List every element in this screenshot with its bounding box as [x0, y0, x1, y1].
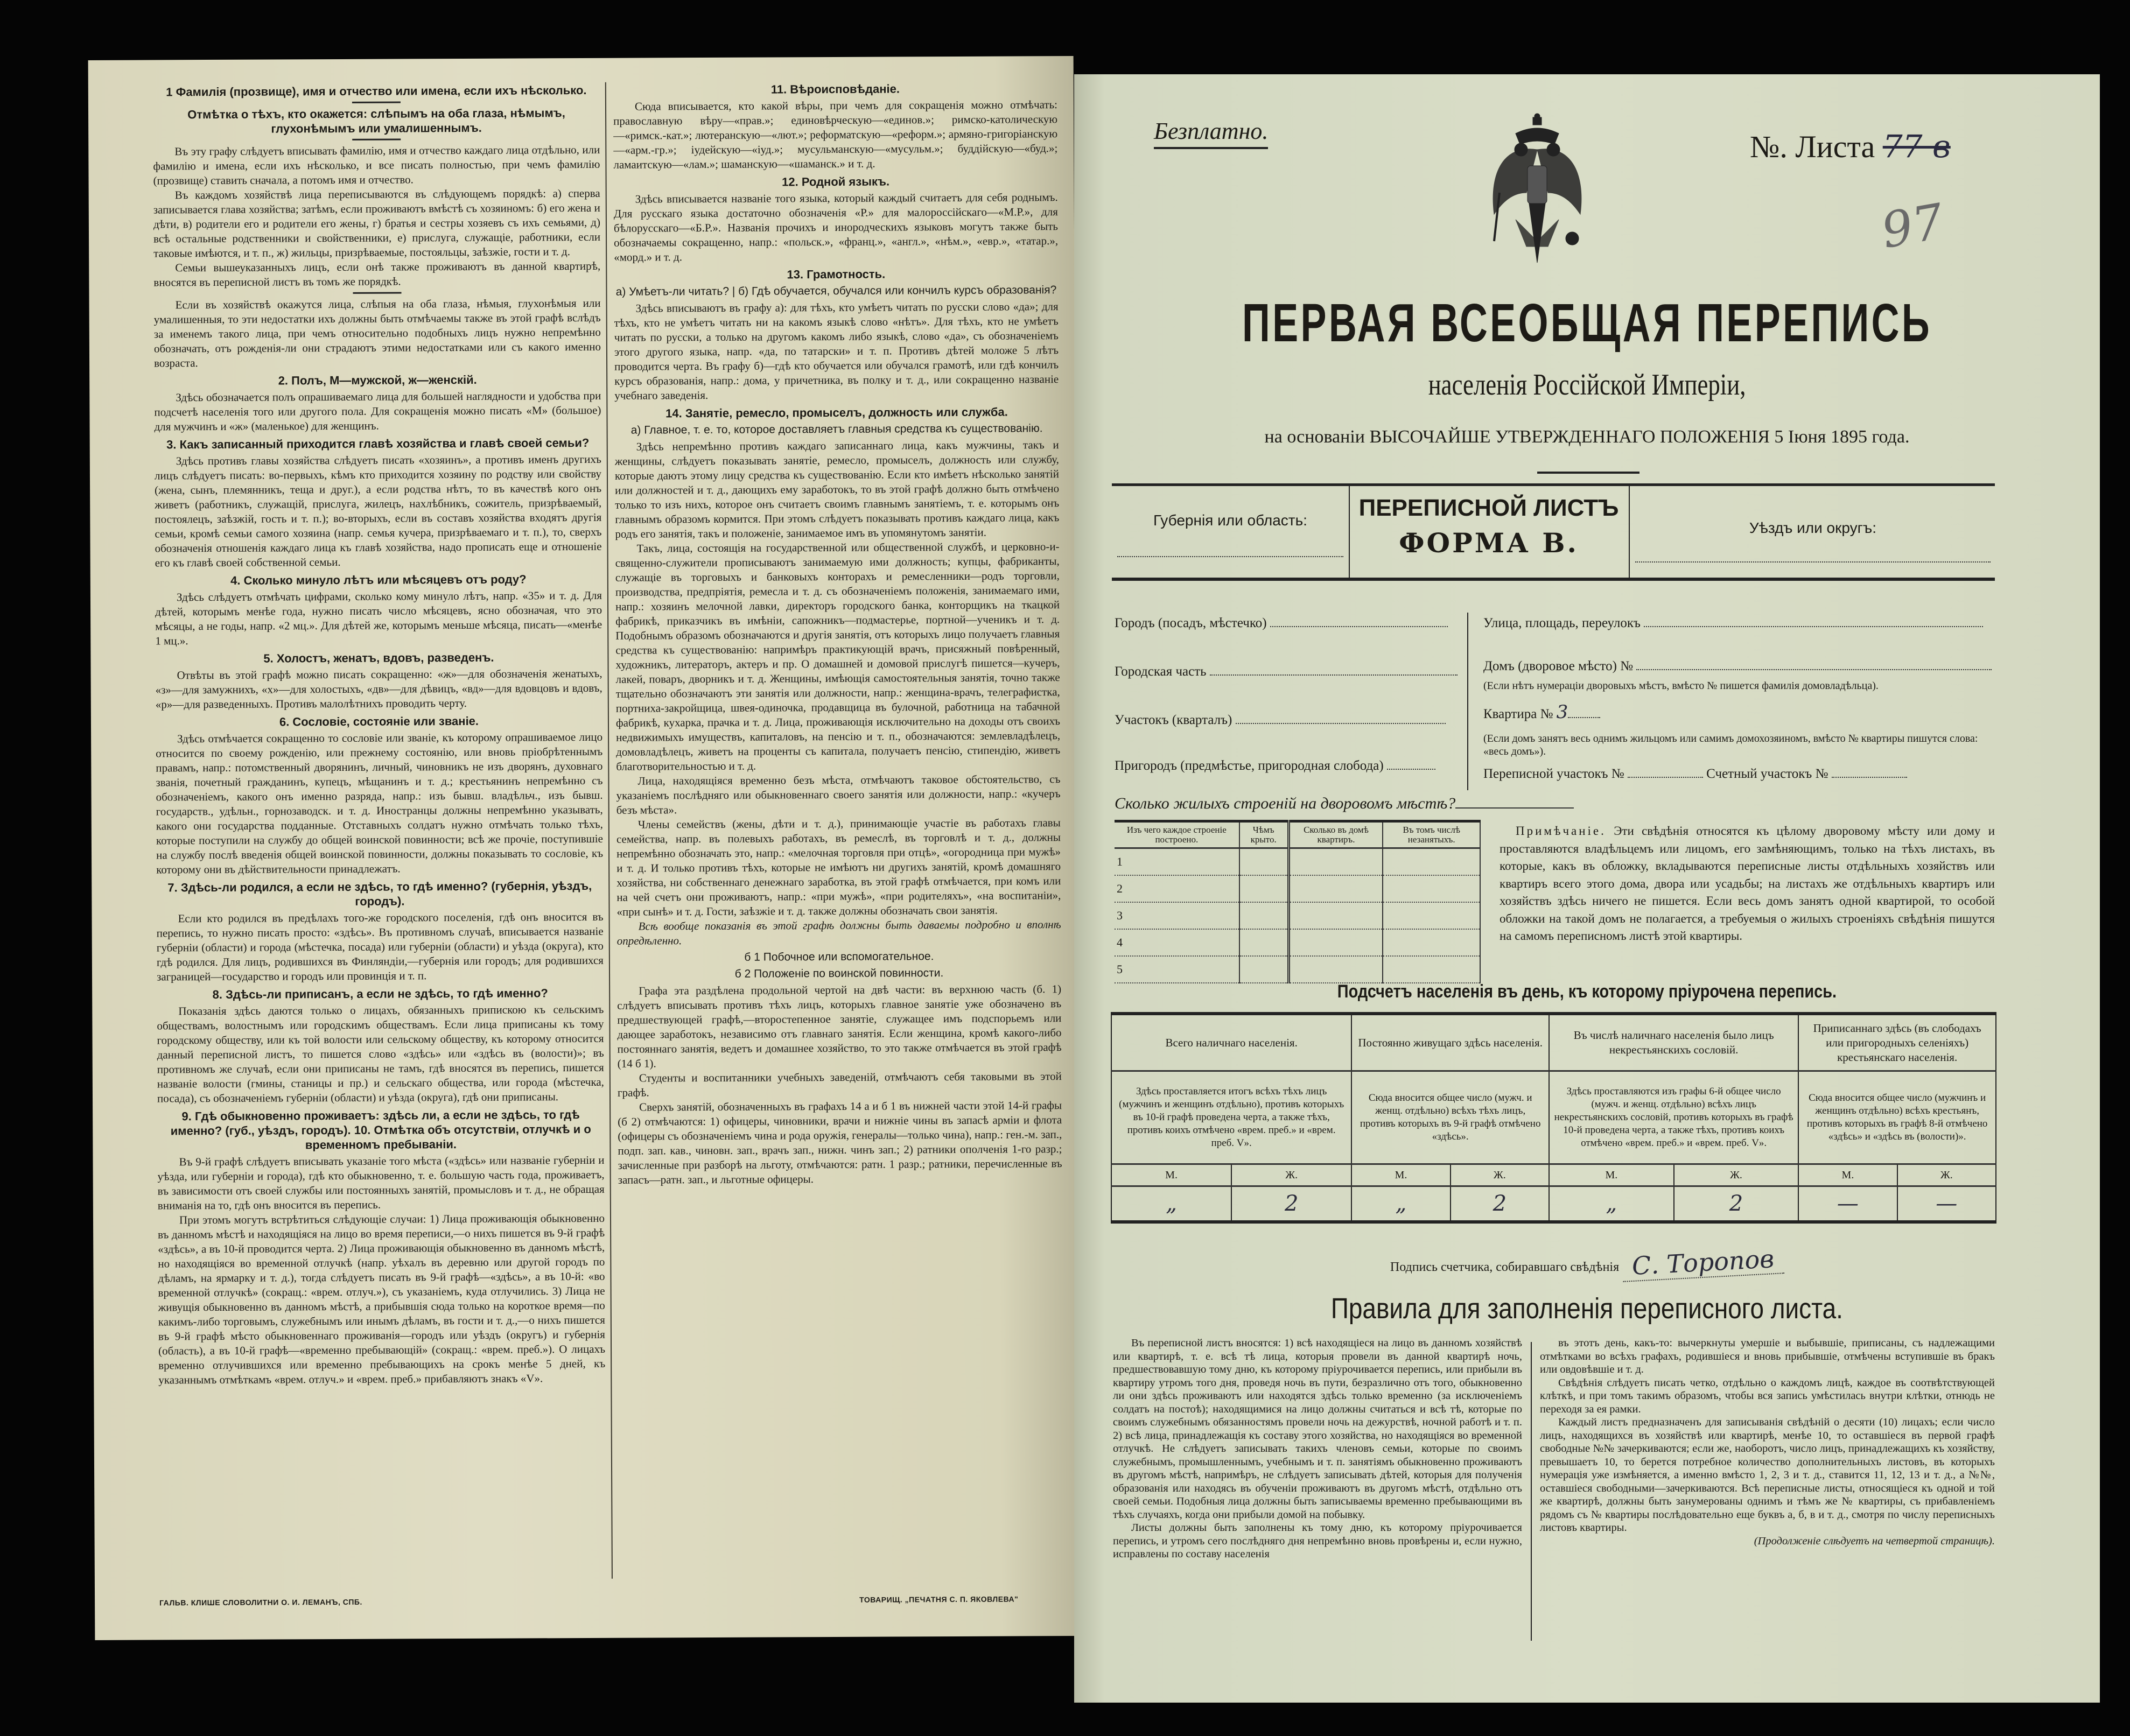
instructions-column-1 — [153, 80, 606, 1589]
buildings-table — [1115, 820, 1481, 983]
free-label: Безплатно. — [1154, 117, 1268, 149]
female-label: Ж. — [1231, 1164, 1351, 1186]
rules-title-text: Правила для заполненія переписного листа. — [1331, 1292, 1843, 1325]
apartments-cell[interactable] — [1288, 902, 1383, 929]
count-district-label: Счетный участокъ № — [1706, 767, 1828, 781]
rule-paragraph: въ этотъ день, какъ-то: вычеркнуты умершіе и выбывшіе, приписаны, съ надлежащими отмѣтками во всѣхъ графахъ, родившіеся и вновь прибывшіе, отмѣчены вступившіе въ бракъ или овдовѣвшіе и т. д. — [1540, 1337, 1995, 1375]
paragraph: Если въ хозяйствѣ окажутся лица, слѣпыя на оба глаза, нѣмыя, глухонѣмыя или умалишенныя, то эти недостатки ихъ должны быть отмѣчаемы также въ этой графѣ вслѣдъ за именемъ такого лица, при чемъ относительно подобныхъ лицъ нужно непремѣнно обозначать, отъ рожденія-ли они страдаютъ этими недостатками или съ какого именно возраста. — [153, 296, 601, 370]
form-letter: ФОРМА В. — [1399, 527, 1579, 559]
section-heading: 11. Вѣроисповѣданіе. — [770, 82, 900, 96]
rules-title — [1074, 1292, 2100, 1325]
signature-label: Подпись счетчика, собиравшаго свѣдѣнія — [1390, 1260, 1620, 1274]
paragraph: Члены семействъ (жены, дѣти и т. д.), принимающіе участіе въ работахъ главы семейства, напр. въ полевыхъ работахъ, въ ремеслѣ, въ торговлѣ и т. д., должны непремѣнно обозначать это, напр.: «мелочная торговля при отцѣ», «огородница при мужѣ» и т. д. И только противъ тѣхъ, которые не имѣютъ ни другихъ занятій, кромѣ домашняго хозяйства, ни собственнаго денежнаго заработка, въ этой графѣ отмѣчается, при комъ или на чей счетъ они проживаютъ, напр.: «при мужѣ», «при родителяхъ», «на воспитаніи», «при сынѣ» и т. д. Гости, заѣзжіе и т. д. также должны обозначать свои занятія. — [616, 816, 1061, 918]
male-label: М. — [1798, 1164, 1897, 1186]
continued-note: (Продолженіе слѣдуетъ на четвертой страницѣ). — [1754, 1535, 1995, 1547]
paragraph: Если кто родился въ предѣлахъ того-же городского поселенія, гдѣ онъ вносится въ перепись, то нужно писать просто: «здѣсь». Въ противномъ случаѣ, вписывается названіе губерніи (области) и города (мѣстечка, посада) или губерніи (области) и уѣзда (округа), кто гдѣ родился. Для лицъ, родившихся въ Финляндіи,—губернія или городъ; для родившихся заграницей—государство и городъ или провинція и т. п. — [156, 910, 604, 983]
enumerator-signature — [1074, 1244, 2100, 1281]
roof-cell[interactable] — [1239, 902, 1288, 929]
male-label: М. — [1549, 1164, 1674, 1186]
vacant-cell[interactable] — [1383, 875, 1480, 902]
form-title: ПЕРЕПИСНОЙ ЛИСТЪ — [1358, 495, 1619, 521]
paragraph: Семьи вышеуказанныхъ лицъ, если онѣ также проживаютъ въ данной квартирѣ, вносятся въ переписной листъ въ томъ же порядкѣ. — [153, 259, 601, 289]
divider — [1537, 472, 1639, 474]
roof-cell[interactable] — [1239, 956, 1288, 983]
province-label: Губернія или область: — [1153, 512, 1307, 529]
divider — [352, 138, 401, 140]
vacant-cell[interactable] — [1383, 902, 1480, 929]
main-title — [1074, 292, 2100, 354]
section-heading: 8. Здѣсь-ли приписанъ, а если не здѣсь, то гдѣ именно? — [212, 986, 548, 1002]
subsection-heading: б 1 Побочное или вспомогательное. — [744, 950, 934, 964]
female-label: Ж. — [1451, 1164, 1549, 1186]
group-header: Приписаннаго здѣсь (въ слободахъ или пригородныхъ селеніяхъ) крестьянскаго населенія. — [1798, 1014, 1996, 1071]
street-label: Улица, площадь, переулокъ — [1483, 616, 1641, 630]
section-heading: 1 Фамилія (прозвище), имя и отчество или имена, если ихъ нѣсколько. — [166, 83, 587, 99]
house-label: Домъ (дворовое мѣсто) № — [1483, 659, 1634, 673]
column-header: Сколько въ домѣ квартиръ. — [1288, 821, 1383, 848]
double-headed-eagle-emblem — [1483, 112, 1591, 273]
female-count[interactable]: — — [1897, 1186, 1996, 1222]
divider — [1467, 613, 1468, 790]
section-heading: 13. Грамотность. — [787, 267, 886, 282]
table-row — [1115, 956, 1480, 983]
note-label: Примѣчаніе. — [1516, 824, 1606, 838]
divider — [352, 101, 401, 103]
paragraph: Здѣсь вписываютъ въ графу а): для тѣхъ, кто умѣетъ читать по русски слово «да»; для тѣхъ, кто не умѣетъ читать ни на какомъ языкѣ слово «нѣтъ». Для тѣхъ, кто не умѣетъ читать по русски, а только на другомъ какомъ либо языкѣ, слово «да», съ обозначеніемъ этого другого языка, напр. «да, по татарски» и т. п. Противъ дѣтей моложе 5 лѣтъ проводится черта. Въ графу б)—гдѣ кто обучается или обучался грамотѣ, или гдѣ кончилъ курсъ образованія, напр.: дома, у причетника, въ полку и т. д., или сокращенно названіе учебнаго заведенія. — [614, 300, 1059, 402]
vacant-cell[interactable] — [1383, 929, 1480, 956]
printer-imprint-left: ГАЛЬВ. КЛИШЕ СЛОВОЛИТНИ О. И. ЛЕМАНЪ, СПБ. — [159, 1597, 362, 1607]
house-field[interactable] — [1483, 658, 1992, 674]
paragraph: Здѣсь отмѣчается сокращенно то сословіе или званіе, къ которому опрашиваемое лицо относится по своему рожденію, или прежнему состоянію, или вновь пріобрѣтеннымъ правамъ, напр.: потомственный дворянинъ, личный, чиновникъ не изъ дворянъ, духовнаго званія, почетный гражданинъ, купецъ, мѣщанинъ и т. д.; крестьянинъ непремѣнно съ обозначеніемъ, какого онъ именно разряда, напр.: изъ бывш. владѣльч., изъ бывш. государств., удѣльн., горнозаводск. и т. д. Иностранцы должны непремѣнно указывать, какого они государства подданные. Отставныхъ солдатъ нужно отмѣчать только тѣхъ, которые поступили на службу до общей воинской повинности; всѣ же прочіе, поступившіе на службу послѣ введенія общей воинской повинности, должны показывать то сословіе, къ которому они въ дѣйствительности принадлежатъ. — [156, 730, 604, 876]
paragraph: Въ каждомъ хозяйствѣ лица переписываются въ слѣдующемъ порядкѣ: а) сперва записывается глава хозяйства; затѣмъ, если проживаютъ вмѣстѣ съ хозяиномъ: б) его жена и дѣти, в) родители его и родители его жены, г) братья и сестры хозяевъ съ ихъ семьями, д) всѣ остальные родственники и свойственники, е) прислуга, служащіе, работники, если таковые имѣются, и т. п., ж) жильцы, призрѣваемые, постояльцы, заѣзжіе, гости и т. д. — [153, 186, 601, 260]
section-heading: Отмѣтка о тѣхъ, кто окажется: слѣпымъ на оба глаза, нѣмымъ, глухонѣмымъ или умалишеннымъ. — [187, 106, 565, 136]
district-cell — [1629, 486, 1996, 578]
paragraph: Здѣсь противъ главы хозяйства слѣдуетъ писать «хозяинъ», а противъ именъ другихъ лицъ слѣдуетъ писать: во-первыхъ, кѣмъ кто приходится хозяину по родству или свойству (жена, сынъ, племянникъ, теща и друг.), а если родства нѣтъ, то въ качествѣ кого онъ живетъ (работникъ, служащій, прислуга, жилецъ, нахлѣбникъ, сожитель, призрѣваемый, постоялецъ, заѣзжій, гость и т. п.); во-вторыхъ, если въ составъ хозяйства входятъ другія семьи, кромѣ семьи самого хозяина (напр. семья кучера, призрѣваемаго и т. п.), то, сверхъ обозначенія отношенія каждаго лица къ главѣ хозяйства, надо прописать еще и отношеніе его къ главѣ своей собственной семьи. — [154, 452, 602, 570]
precinct-label: Участокъ (кварталъ) — [1115, 713, 1232, 727]
table-row — [1115, 902, 1480, 929]
paragraph: Здѣсь слѣдуетъ отмѣчать цифрами, сколько кому минуло лѣтъ, напр. «35» и т. д. Для дѣтей, которымъ менѣе года, нужно писать число мѣсяцевъ, ясно обозначая, что это мѣсяцы, а не годы, напр. «2 мц.». Для дѣтей же, которымъ меньше мѣсяца, писать—«менѣе 1 мц.». — [155, 588, 602, 648]
sheet-number — [1750, 128, 1951, 165]
census-form-page — [1074, 74, 2100, 1703]
paragraph: Такъ, лица, состоящія на государственной или общественной службѣ, и церковно-и-священно-служители прописываютъ занимаемую ими должность; купцы, фабриканты, служащіе въ торговыхъ и банковыхъ конторахъ и ремесленники—родъ торговли, производства, предпріятія, ремесла и т. д. съ обозначеніемъ положенія, занимаемаго ими, напр.: хозяинъ мелочной лавки, директоръ городского банка, конторщикъ на ткацкой фабрикѣ, приказчикъ въ имѣніи, сапожникъ—подмастерье, портной—ученикъ и т. д. Подобнымъ образомъ обозначаются и другія занятія, отъ которыхъ лицо получаетъ главныя средства къ существованію: напримѣръ практикующій врачъ, присяжный повѣренный, художникъ, литераторъ, актеръ и пр. О домашней и домовой прислугѣ пишется—кучеръ, лакей, поваръ, дворникъ и т. д. Женщины, имѣющія самостоятельныя занятія, точно также тщательно обозначаютъ эти занятія или должности, напр.: женщина-врачъ, телеграфистка, портниха-закройщица, швея-одиночка, продавщица въ булочной, работница на табачной фабрикѣ, кухарка, прачка и т. д. Лица, проживающія исключительно на доходы отъ своихъ недвижимыхъ имуществъ, капиталовъ, на пенсію и т. п., обозначаются: землевладѣлецъ, домовладѣлецъ, живетъ на проценты съ капитала, получаетъ пенсію, стипендію, живетъ благотворительностью и т. д. — [615, 540, 1061, 773]
population-count-title-text: Подсчетъ населенія въ день, къ которому пріурочена перепись. — [1337, 981, 1837, 1002]
paragraph: Графа эта раздѣлена продольной чертой на двѣ части: въ верхнюю часть (б. 1) слѣдуетъ вписывать противъ тѣхъ лицъ, которыхъ главное занятіе уже обозначено въ предшествующей графѣ,—второстепенное занятіе, служащее имъ подспорьемъ или дающее заработокъ, независимо отъ главнаго занятія. Если женщина, кромѣ какого-либо постояннаго занятія, ведетъ и домашнее хозяйство, то это также отмѣчается въ этой графѣ (14 б 1). — [617, 982, 1062, 1070]
roof-cell[interactable] — [1239, 875, 1288, 902]
apartments-cell[interactable] — [1288, 848, 1383, 876]
paragraph: Отвѣты въ этой графѣ можно писать сокращенно: «ж»—для обозначенія женатыхъ, «з»—для замужнихъ, «х»—для холостыхъ, «дв»—для дѣвицъ, «вд»—для вдовцовъ и вдовъ, «р»—для разведенныхъ. Противъ малолѣтнихъ проводить черту. — [155, 666, 602, 711]
section-heading: 5. Холостъ, женатъ, вдовъ, разведенъ. — [263, 650, 494, 665]
male-count[interactable]: „ — [1111, 1186, 1231, 1222]
vacant-cell[interactable] — [1383, 956, 1480, 983]
table-row — [1115, 929, 1480, 956]
female-count[interactable]: 2 — [1451, 1186, 1549, 1222]
apartment-value: 3 — [1556, 701, 1568, 723]
roof-cell[interactable] — [1239, 929, 1288, 956]
section-heading: 2. Полъ, М—мужской, ж—женскій. — [278, 372, 477, 388]
pencil-sheet-number: 97 — [1877, 193, 1948, 260]
female-count[interactable]: 2 — [1231, 1186, 1351, 1222]
signature-value: С. Торопов — [1622, 1243, 1785, 1282]
paragraph: Всѣ вообще показанія въ этой графѣ должны быть даваемы подробно и вполнѣ опредѣленно. — [616, 918, 1061, 947]
apartment-field[interactable] — [1483, 701, 1600, 723]
column-divider — [605, 82, 613, 1579]
section-heading: 6. Сословіе, состояніе или званіе. — [279, 714, 479, 729]
section-heading: 4. Сколько минуло лѣтъ или мѣсяцевъ отъ роду? — [230, 572, 527, 587]
paragraph: Въ 9-й графѣ слѣдуетъ вписывать указаніе того мѣста («здѣсь» или названіе губерніи и уѣзда, или губерніи и города), гдѣ кто обыкновенно, т. е. большую часть года, проживаетъ, въ зависимости отъ своей службы или постоянныхъ занятій, промысловъ и т. д., не обращая вниманія на то, гдѣ онъ вносится въ перепись. — [157, 1153, 605, 1212]
section-heading: 12. Родной языкъ. — [782, 174, 890, 189]
subsection-heading: а) Умѣетъ-ли читать? | б) Гдѣ обучается, обучался или кончилъ курсъ образованія? — [615, 284, 1057, 298]
group-description: Сюда вносится общее число (мужч. и женщ. отдѣльно) всѣхъ тѣхъ лицъ, противъ которыхъ въ 9-й графѣ отмѣчено «здѣсь». — [1351, 1071, 1549, 1164]
dwellings-question[interactable] — [1115, 795, 1574, 813]
group-description: Здѣсь проставляются изъ графы 6-й общее число (мужч. и женщ. отдѣльно) всѣхъ лицъ некрестьянскихъ сословій, противъ которыхъ въ графѣ 10-й проведена черта, а также тѣхъ, противъ коихъ отмѣчено «врем. преб.» и «врем. преб. V». — [1549, 1071, 1798, 1164]
paragraph: Здѣсь вписывается названіе того языка, который каждый считаетъ для себя роднымъ. Для русскаго языка достаточно обозначенія «Р.» для малороссійскаго—«М.Р.», для бѣлорусскаго—«Б.Р.». Названія прочихъ и инородческихъ языковъ могутъ также быть обозначаемы сокращенно, напр.: «польск.», «франц.», «англ.», «нѣм.», «евр.», «татар.», «морд.» и т. д. — [613, 191, 1059, 264]
apartments-cell[interactable] — [1288, 956, 1383, 983]
subtitle-text: населенія Россійской Имперіи, — [1428, 368, 1746, 402]
male-label: М. — [1351, 1164, 1450, 1186]
paragraph: Въ эту графу слѣдуетъ вписывать фамилію, имя и отчество каждаго лица отдѣльно, или фамилію и имена, если ихъ нѣсколько, и все писать полностью, при чемъ фамилію (прозвище) ставить сначала, а потомъ имя и отчество. — [153, 143, 600, 187]
column-divider — [1531, 1342, 1532, 1641]
section-heading: 7. Здѣсь-ли родился, а если не здѣсь, то гдѣ именно? (губернія, уѣздъ, городъ). — [167, 878, 592, 908]
apartment-label: Квартира № — [1483, 707, 1553, 721]
population-count-title — [1074, 981, 2100, 1002]
male-count[interactable]: — — [1798, 1186, 1897, 1222]
section-heading: 9. Гдѣ обыкновенно проживаетъ: здѣсь ли, а если не здѣсь, то гдѣ именно? (губ., уѣздъ, городъ). 10. Отмѣтка объ отсутствіи, отлучкѣ и о временномъ пребываніи. — [170, 1108, 591, 1152]
roof-cell[interactable] — [1239, 848, 1288, 876]
rule-paragraph: Въ переписной листъ вносятся: 1) всѣ находящіеся на лицо въ данномъ хозяйствѣ или квартирѣ, т. е. всѣ тѣ лица, которыя провели въ данной квартирѣ ночь, предшествовавшую тому дню, къ которому пріурочивается перепись, или прибыли въ квартиру утромъ того дня, проведя ночь въ пути, безразлично отъ того, обыкновенно ли они здѣсь проживаютъ или находятся здѣсь только временно (за исключеніемъ солдатъ на постоѣ); находящимися на лицо должны считаться и всѣ тѣ, которые по своимъ служебнымъ обязанностямъ провели ночь на дежурствѣ, ночной работѣ и т. п. 2) всѣ лица, принадлежащія къ составу этого хозяйства, но находящіяся во временной отлучкѣ. Не слѣдуетъ записывать такихъ членовъ семьи, которые по своимъ служебнымъ, промышленнымъ, учебнымъ и т. п. занятіямъ обыкновенно проживаютъ въ другомъ мѣстѣ, напримѣръ, не слѣдуетъ записывать дѣтей, которыя для полученія образованія или находясь въ обученіи проживаютъ въ другомъ мѣстѣ, отдѣльно отъ своей семьи. Подобныя лица должны быть записываемы временно пребывающими въ тѣхъ случаяхъ, когда они прибыли домой на побывку. — [1113, 1337, 1522, 1521]
table-row — [1115, 875, 1480, 902]
table-row — [1115, 848, 1480, 876]
decree-line: на основаніи ВЫСОЧАЙШЕ УТВЕРЖДЕННАГО ПОЛОЖЕНІЯ 5 Іюня 1895 года. — [1264, 427, 1910, 447]
street-field[interactable] — [1483, 615, 1983, 631]
instructions-column-2 — [613, 78, 1064, 1587]
form-name-cell — [1349, 486, 1629, 578]
column-header: Изъ чего каждое строеніе построено. — [1115, 821, 1239, 848]
row-number[interactable]: 1 — [1115, 848, 1239, 876]
district-label: Уѣздъ или округъ: — [1749, 519, 1877, 536]
main-title-text: ПЕРВАЯ ВСЕОБЩАЯ ПЕРЕПИСЬ — [1242, 293, 1932, 353]
apartments-cell[interactable] — [1288, 929, 1383, 956]
census-district-field[interactable] — [1483, 766, 1907, 782]
city-part-field[interactable] — [1115, 664, 1458, 679]
form-header-box — [1112, 483, 1995, 581]
rule-paragraph: Каждый листъ предназначенъ для записыванія свѣдѣній о десяти (10) лицахъ; если число лицъ, находящихся въ хозяйствѣ или квартирѣ, менѣе 10, то оставшіеся въ первой графѣ свободные №№ зачеркиваются; если же, наоборотъ, число лицъ, принадлежащихъ къ хозяйству, превышаетъ 10, то берется потребное количество дополнительныхъ листовъ, въ которыхъ нумерація уже измѣняется, а именно вмѣсто 1, 2, 3 и т. д., ставится 11, 12, 13 и т. д., а №№, оставшіеся свободными—зачеркиваются. Всѣ переписные листы, относящіеся къ одной и той же квартирѣ, должны быть занумерованы однимъ и тѣмъ же № квартиры, съ прибавленіемъ рядомъ съ № квартиры послѣдовательно еще буквъ а, б, в и т. д., смотря по числу переписныхъ листовъ квартиры. — [1540, 1416, 1995, 1534]
rule-paragraph: Листы должны быть заполнены къ тому дню, къ которому пріурочивается перепись, и утромъ сего послѣдняго дня непремѣнно вновь провѣрены и, если нужно, исправлены по составу населенія — [1113, 1522, 1522, 1560]
city-label: Городъ (посадъ, мѣстечко) — [1115, 616, 1267, 630]
group-header: Всего наличнаго населенія. — [1111, 1014, 1351, 1071]
group-header: Постоянно живущаго здѣсь населенія. — [1351, 1014, 1549, 1071]
paragraph: Сюда вписывается, кто какой вѣры, при чемъ для сокращенія можно отмѣчать: православную вѣру—«прав.»; единовѣрческую—«единов.»; римско-католическую—«римск.-кат.»; лютеранскую—«лют.»; реформатскую—«реформ.»; армяно-григоріанскую—«арм.-гр.»; іудейскую—«іуд.»; мусульманскую—«мусульм.»; буддійскую—«буд.»; ламаитскую—«лам.»; шаманскую—«шаманск.» и т. д. — [613, 98, 1058, 171]
female-label: Ж. — [1674, 1164, 1799, 1186]
sheet-number-label: №. Листа — [1750, 129, 1875, 164]
column-header: Въ томъ числѣ незанятыхъ. — [1383, 821, 1480, 848]
subsection-heading: б 2 Положеніе по воинской повинности. — [734, 967, 944, 980]
female-label: Ж. — [1897, 1164, 1996, 1186]
paragraph: Показанія здѣсь даются только о лицахъ, обязанныхъ припискою къ сельскимъ обществамъ, волостнымъ или городскимъ обществамъ. Если лица приписаны къ тому городскому обществу, или къ той волости или сельскому обществу, къ которому относится данный переписной листъ, то пишется слово «здѣсь» или «здѣсь въ (волости)»; въ противномъ же случаѣ, если они приписаны не тамъ, гдѣ вносятся въ перепись, пишется названіе волости (гмины, станицы и пр.) и сельскаго общества, или города (мѣстечка, посада), съ обозначеніемъ губерніи (области) и уѣзда (округа), гдѣ они приписаны. — [157, 1002, 604, 1105]
row-number[interactable]: 3 — [1115, 902, 1239, 929]
printer-imprint-right: ТОВАРИЩ. „ПЕЧАТНЯ С. П. ЯКОВЛЕВА" — [859, 1594, 1019, 1604]
male-count[interactable]: „ — [1549, 1186, 1674, 1222]
subsection-heading: а) Главное, т. е. то, которое доставляетъ главныя средства къ существованію. — [630, 422, 1043, 437]
note — [1500, 823, 1995, 945]
apartments-cell[interactable] — [1288, 875, 1383, 902]
paragraph: Студенты и воспитанники учебныхъ заведеній, отмѣчаютъ себя таковыми въ этой графѣ. — [617, 1070, 1062, 1099]
group-description: Здѣсь проставляется итогъ всѣхъ тѣхъ лицъ (мужчинъ и женщинъ отдѣльно), противъ которыхъ въ 10-й графѣ проведена черта, а также тѣхъ, противъ коихъ отмѣчено «врем. преб.» и «врем. преб. V». — [1111, 1071, 1351, 1164]
row-number[interactable]: 5 — [1115, 956, 1239, 983]
left-page — [88, 56, 1081, 1640]
suburb-field[interactable] — [1115, 758, 1435, 774]
district-input[interactable] — [1635, 561, 1991, 563]
section-heading: 14. Занятіе, ремесло, промыселъ, должность или служба. — [665, 405, 1008, 420]
paragraph: При этомъ могутъ встрѣтиться слѣдующіе случаи: 1) Лица проживающія обыкновенно въ данномъ мѣстѣ и находящіяся на лицо во время переписи,—о нихъ пишется въ 9-й графѣ «здѣсь», а въ 10-й проводится черта. 2) Лица проживающія обыкновенно въ данномъ мѣстѣ, но находящіяся во временной отлучкѣ (напр. уѣхалъ въ деревню или другой городъ по дѣламъ, на ярмарку и т. д.), тогда слѣдуетъ писать въ 9-й графѣ—«здѣсь», а въ 10-й: «во временной отлучкѣ» (сокращ.: «врем. отлуч.»), съ указаніемъ, куда отлучились. 3) Лица не живущія обыкновенно въ данномъ мѣстѣ, а прибывшія сюда только на короткое время—по какимъ-либо торговымъ, служебнымъ или инымъ дѣламъ, въ гости и т. д.,—о нихъ пишется въ 9-й графѣ мѣсто обыкновеннаго проживанія—городъ или уѣздъ (округъ) и губернія (область), а въ 10-й графѣ—«временно пребывающій» (сокращ.: «врем. преб.»). О лицахъ временно отлучившихся или временно пребывающихъ на срокъ менѣе 5 дней, къ указаннымъ отмѣткамъ «врем. отлуч.» и «врем. преб.» прибавляютъ знакъ «V». — [158, 1211, 606, 1387]
precinct-field[interactable] — [1115, 712, 1446, 728]
column-header: Чѣмъ крыто. — [1239, 821, 1288, 848]
house-note: (Если нѣтъ нумераціи дворовыхъ мѣстъ, вмѣсто № пишется фамилія домовладѣльца). — [1483, 680, 1879, 692]
rules-column-2 — [1540, 1337, 1995, 1643]
rule-paragraph: Свѣдѣнія слѣдуетъ писать четко, отдѣльно о каждомъ лицѣ, каждое въ соотвѣтствующей клѣткѣ, и при томъ такимъ образомъ, чтобы вся запись умѣстилась внутри клѣтки, отнюдь не переходя за ея рамки. — [1540, 1376, 1995, 1415]
note-text: Эти свѣдѣнія относятся къ цѣлому дворовому мѣсту или дому и проставляются владѣльцемъ или лицомъ, его замѣняющимъ, только на тѣхъ листахъ, въ которые, какъ въ обложку, вкладываются переписные листы отдѣльныхъ хозяйствъ или квартиръ всего этого дома, двора или усадьбы; на листахъ же отдѣльныхъ квартиръ или хозяйствъ здѣсь ничего не пишется. Если весь домъ занятъ одной квартирой, то особой обложки на такой домъ не полагается, а требуемыя о жилыхъ строеніяхъ свѣдѣнія пишутся на самомъ переписномъ листѣ этой квартиры. — [1500, 824, 1995, 943]
section-heading: 3. Какъ записанный приходится главѣ хозяйства и главѣ своей семьи? — [166, 435, 590, 452]
city-field[interactable] — [1115, 615, 1448, 631]
dwellings-question-label: Сколько жилыхъ строеній на дворовомъ мѣстѣ? — [1115, 795, 1456, 812]
group-description: Сюда вносится общее число (мужчинъ и женщинъ отдѣльно) всѣхъ крестьянъ, противъ которыхъ въ графѣ 8-й отмѣчено «здѣсь» и «здѣсь въ (волости)». — [1798, 1071, 1996, 1164]
suburb-label: Пригородъ (предмѣстье, пригородная слобода) — [1115, 758, 1384, 773]
group-header: Въ числѣ наличнаго населенія было лицъ некрестьянскихъ сословій. — [1549, 1014, 1798, 1071]
row-number[interactable]: 2 — [1115, 875, 1239, 902]
paragraph: Здѣсь обозначается полъ опрашиваемаго лица для большей наглядности и удобства при подсчетѣ населенія того или другого пола. Для сокращенія можно писать «М» (большое) для мужчинъ и «ж» (маленькое) для женщинъ. — [154, 389, 601, 433]
paragraph: Сверхъ занятій, обозначенныхъ въ графахъ 14 а и б 1 въ нижней части этой 14-й графы (б 2) отмѣчаются: 1) офицеры, чиновники, врачи и нижніе чины въ запасѣ арміи и флота (офицеры съ обозначеніемъ чина и рода оружія, генералы—только чина), напр.: ген.-м. зап., подп. зап. кав., чиновн. зап., врачъ зап., нижн. чинъ зап.; 2) ратники ополченія 1-го разр.; зачисленные при разборѣ на льготу, отмѣчаются: ратн. 1 разр.; ратники, перечисленные въ запасъ—ратн. зап., и льготные офицеры. — [618, 1099, 1062, 1186]
apartment-note: (Если домъ занятъ весь однимъ жильцомъ или самимъ домохозяиномъ, вмѣсто № квартиры пишутся слова: «весь домъ»). — [1483, 733, 1978, 757]
male-count[interactable]: „ — [1351, 1186, 1450, 1222]
male-label: М. — [1111, 1164, 1231, 1186]
province-input[interactable] — [1117, 556, 1343, 557]
divider — [353, 292, 401, 293]
row-number[interactable]: 4 — [1115, 929, 1239, 956]
female-count[interactable]: 2 — [1674, 1186, 1799, 1222]
city-part-label: Городская часть — [1115, 664, 1207, 679]
paragraph: Здѣсь непремѣнно противъ каждаго записаннаго лица, какъ мужчины, такъ и женщины, слѣдуетъ показывать занятіе, ремесло, промыселъ, должность или службу, которые даютъ этому лицу средства къ существованію. Если кто имѣетъ нѣсколько занятій или должностей и т. д., дающихъ ему заработокъ, то въ этой графѣ должно быть отмѣчено только то изъ нихъ, которое онъ считаетъ своимъ главнымъ занятіемъ, т. е. которымъ онъ главнымъ образомъ кормится. При этомъ слѣдуетъ показывать противъ каждаго лица, какъ родъ его занятія, такъ и положеніе, занимаемое имъ въ упомянутомъ занятіи. — [614, 438, 1060, 540]
province-cell — [1112, 486, 1350, 578]
subtitle — [1074, 368, 2100, 402]
vacant-cell[interactable] — [1383, 848, 1480, 876]
paragraph: Лица, находящіяся временно безъ мѣста, отмѣчаютъ таковое обстоятельство, съ указаніемъ послѣдняго или обыкновеннаго своего занятія или должности, напр.: «кучеръ безъ мѣста». — [616, 772, 1061, 817]
sheet-number-value: 77 в — [1882, 128, 1951, 165]
rules-column-1 — [1113, 1337, 1522, 1643]
population-count-table — [1111, 1012, 1996, 1224]
census-district-label: Переписной участокъ № — [1483, 767, 1624, 781]
